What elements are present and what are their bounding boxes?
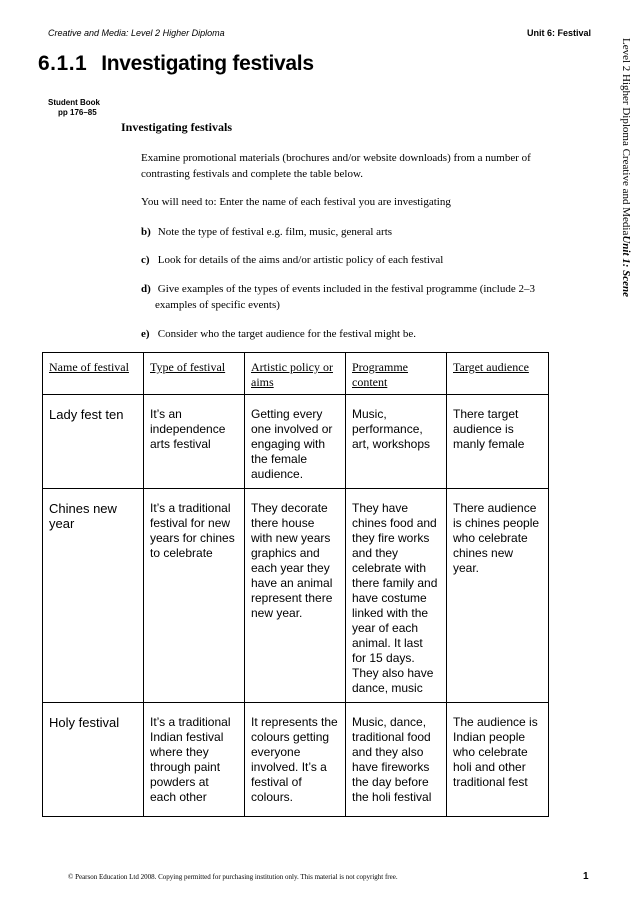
table-row: [43, 395, 549, 489]
student-book-pages: pp 176–85: [58, 108, 97, 117]
table-cell: They have chines food and they fire works and they celebrate with there family and have costume linked with the year of each animal. It last for 15 days. They also have dance, music: [346, 489, 447, 703]
instruction-paragraph: Examine promotional materials (brochures and/or website downloads) from a number of contrasting festivals and complete the table below.: [141, 152, 531, 180]
table-cell: Chines new year: [43, 489, 144, 703]
page-number: 1: [583, 871, 589, 882]
item-text: Look for details of the aims and/or artistic policy of each festival: [157, 254, 444, 266]
table-row: [43, 703, 549, 817]
instruction-need-to: You will need to: Enter the name of each festival you are investigating: [141, 196, 451, 208]
table-cell: There target audience is manly female: [447, 395, 549, 489]
side-text-prefix: Level 2 Higher Diploma Creative and Media: [620, 38, 632, 236]
student-book-reference: [48, 98, 100, 118]
side-margin-text: [620, 38, 632, 338]
table-cell: Holy festival: [43, 703, 144, 817]
item-label: b): [141, 226, 151, 238]
running-header-right: Unit 6: Festival: [527, 28, 592, 38]
table-cell: It represents the colours getting everyone involved. It’s a festival of colours.: [245, 703, 346, 817]
table-cell: Music, performance, art, workshops: [346, 395, 447, 489]
item-label: d): [141, 283, 151, 295]
side-text-unit: Unit 1: Scene: [620, 235, 632, 298]
festival-table: [42, 352, 549, 817]
header-name-of-festival: Name of festival: [43, 353, 144, 395]
header-type-of-festival: Type of festival: [144, 353, 245, 395]
item-text: Consider who the target audience for the festival might be.: [157, 328, 416, 340]
table-row: [43, 489, 549, 703]
title-number: 6.1.1: [38, 52, 88, 75]
instruction-item-c: [141, 252, 571, 268]
header-programme-content: Programme content: [346, 353, 447, 395]
table-cell: It’s a traditional festival for new years for chines to celebrate: [144, 489, 245, 703]
copyright-footer: © Pearson Education Ltd 2008. Copying permitted for purchasing institution only. This material is not copyright free.: [68, 873, 398, 881]
instruction-item-d: [141, 281, 571, 313]
table-cell: Lady fest ten: [43, 395, 144, 489]
section-subheading: Investigating festivals: [121, 120, 232, 134]
item-text: Give examples of the types of events included in the festival programme (include 2–3 examples of specific events): [155, 283, 535, 311]
header-target-audience: Target audience: [447, 353, 549, 395]
table-cell: Music, dance, traditional food and they also have fireworks the day before the holi festival: [346, 703, 447, 817]
item-label: e): [141, 328, 150, 340]
table-cell: Getting every one involved or engaging with the female audience.: [245, 395, 346, 489]
title-text: Investigating festivals: [101, 52, 314, 75]
instruction-item-e: [141, 326, 571, 342]
item-label: c): [141, 254, 150, 266]
header-artistic-policy: Artistic policy or aims: [245, 353, 346, 395]
page-title: [38, 52, 314, 76]
table-cell: There audience is chines people who celebrate chines new year.: [447, 489, 549, 703]
item-text: Note the type of festival e.g. film, music, general arts: [157, 226, 393, 238]
table-cell: It’s an independence arts festival: [144, 395, 245, 489]
table-cell: It’s a traditional Indian festival where they through paint powders at each other: [144, 703, 245, 817]
table-cell: They decorate there house with new years graphics and each year they have an animal represent there new year.: [245, 489, 346, 703]
instruction-item-b: [141, 224, 571, 240]
student-book-label: Student Book: [48, 98, 100, 107]
running-header-left: Creative and Media: Level 2 Higher Diploma: [48, 28, 225, 38]
table-header-row: [43, 353, 549, 395]
table-cell: The audience is Indian people who celebrate holi and other traditional fest: [447, 703, 549, 817]
